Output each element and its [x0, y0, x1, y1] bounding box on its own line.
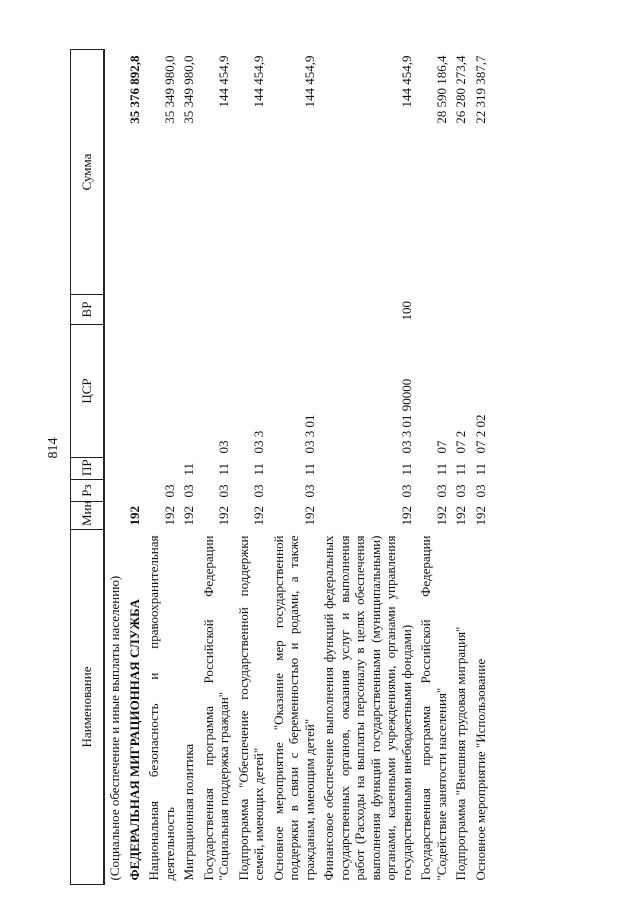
cell-vr — [471, 295, 491, 325]
cell-pr: 11 — [216, 462, 231, 476]
cell-min: 192 — [398, 506, 414, 526]
cell-vr — [269, 295, 320, 325]
cell-name: Подпрограмма "Обеспечение государственной поддержки семей, имеющих детей" — [235, 535, 266, 881]
cell-min: 192 — [216, 506, 231, 526]
table-row — [199, 50, 234, 885]
cell-sum: 35 376 892,8 — [126, 55, 142, 124]
table-row — [144, 50, 179, 885]
cell-name: Государственная программа Российской Федерации "Содействие занятости населения" — [418, 535, 449, 881]
table-row — [234, 50, 269, 885]
cell-min: 192 — [301, 506, 317, 526]
header-csr: ЦСР — [71, 325, 105, 458]
table-row — [125, 50, 145, 885]
cell-name: (Социальное обеспечение и иные выплаты населению) — [107, 575, 122, 881]
cell-csr — [125, 325, 145, 458]
cell-csr: 03 3 01 90000 — [398, 378, 414, 454]
table-row — [451, 50, 471, 885]
table-row — [179, 50, 199, 885]
cell-csr — [144, 325, 179, 458]
cell-rz: 03 — [181, 484, 196, 498]
cell-sum: 35 349 980,0 — [181, 55, 196, 124]
budget-table-page — [70, 50, 625, 885]
cell-min — [104, 502, 125, 530]
cell-pr: 11 — [181, 462, 196, 476]
cell-name: Подпрограмма "Внешняя трудовая миграция" — [453, 626, 468, 881]
table-body — [104, 50, 490, 885]
cell-sum: 26 280 273,4 — [453, 55, 468, 124]
cell-csr — [179, 325, 199, 458]
cell-sum: 144 454,9 — [301, 55, 317, 108]
cell-vr — [104, 295, 125, 325]
cell-sum: 144 454,9 — [251, 55, 266, 108]
cell-rz: 03 — [433, 484, 449, 498]
cell-vr — [125, 295, 145, 325]
cell-sum: 28 590 186,4 — [433, 55, 449, 124]
cell-csr: 07 2 — [453, 430, 468, 454]
header-vr: ВР — [71, 295, 105, 325]
cell-csr: 07 2 02 — [472, 414, 488, 454]
cell-rz: 03 — [398, 484, 414, 498]
cell-pr: 11 — [301, 462, 317, 476]
cell-name: ФЕДЕРАЛЬНАЯ МИГРАЦИОННАЯ СЛУЖБА — [126, 599, 142, 881]
cell-vr: 100 — [398, 301, 414, 321]
cell-vr — [451, 295, 471, 325]
cell-sum: 144 454,9 — [216, 55, 231, 108]
cell-min: 192 — [126, 506, 142, 526]
cell-csr: 03 3 01 — [301, 414, 317, 454]
cell-name: Миграционная политика — [181, 743, 196, 881]
table-row — [471, 50, 491, 885]
header-row — [71, 50, 105, 885]
cell-pr: 11 — [398, 462, 414, 476]
header-min: Мин — [71, 502, 105, 530]
cell-min: 192 — [453, 506, 468, 526]
cell-name: Основное мероприятие "Оказание мер государственной поддержки в связи с беременностью и родами, а также гражданам, имеющим детей" — [270, 535, 317, 881]
cell-min: 192 — [251, 506, 266, 526]
cell-vr — [144, 295, 179, 325]
cell-pr: 11 — [453, 462, 468, 476]
cell-name: Национальная безопасность и правоохранительная деятельность — [146, 535, 177, 881]
cell-pr — [104, 458, 125, 480]
cell-pr: 11 — [433, 462, 449, 476]
cell-vr — [179, 295, 199, 325]
cell-rz — [125, 480, 145, 502]
cell-sum: 144 454,9 — [398, 55, 414, 108]
cell-rz: 03 — [251, 484, 266, 498]
cell-rz: 03 — [301, 484, 317, 498]
cell-name: Финансовое обеспечение выполнения функций федеральных государственных органов, оказания услуг и выполнения работ (Расходы на выплаты персоналу в целях обеспечения выполнения функций государственными (муниципальными) органами, казенными учреждениями, органами управления государственными внебюджетными фондами) — [321, 535, 414, 881]
page-number: 814 — [46, 437, 61, 459]
cell-csr: 07 — [433, 440, 449, 454]
cell-sum — [104, 50, 125, 295]
budget-table — [70, 49, 490, 885]
cell-min: 192 — [181, 506, 196, 526]
header-pr: ПР — [71, 458, 105, 480]
table-row — [269, 50, 320, 885]
header-rz: Рз — [71, 480, 105, 502]
table-row — [416, 50, 451, 885]
cell-pr: 11 — [251, 462, 266, 476]
cell-rz: 03 — [453, 484, 468, 498]
cell-vr — [416, 295, 451, 325]
cell-min: 192 — [161, 506, 177, 526]
cell-csr — [104, 325, 125, 458]
header-name: Наименование — [71, 530, 105, 885]
cell-pr: 11 — [472, 462, 488, 476]
cell-min: 192 — [472, 506, 488, 526]
cell-min: 192 — [433, 506, 449, 526]
cell-rz: 03 — [472, 484, 488, 498]
cell-name: Основное мероприятие "Использование — [472, 658, 488, 881]
cell-rz: 03 — [161, 484, 177, 498]
table-row — [319, 50, 416, 885]
cell-csr: 03 3 — [251, 430, 266, 454]
cell-name: Государственная программа Российской Федерации "Социальная поддержка граждан" — [200, 535, 231, 881]
cell-vr — [199, 295, 234, 325]
cell-pr — [125, 458, 145, 480]
cell-vr — [234, 295, 269, 325]
table-row — [104, 50, 125, 885]
cell-csr: 03 — [216, 440, 231, 454]
cell-sum: 22 319 387,7 — [472, 55, 488, 124]
cell-sum: 35 349 980,0 — [161, 55, 177, 124]
cell-rz — [104, 480, 125, 502]
cell-pr — [144, 458, 179, 480]
header-sum: Сумма — [71, 50, 105, 295]
cell-rz: 03 — [216, 484, 231, 498]
